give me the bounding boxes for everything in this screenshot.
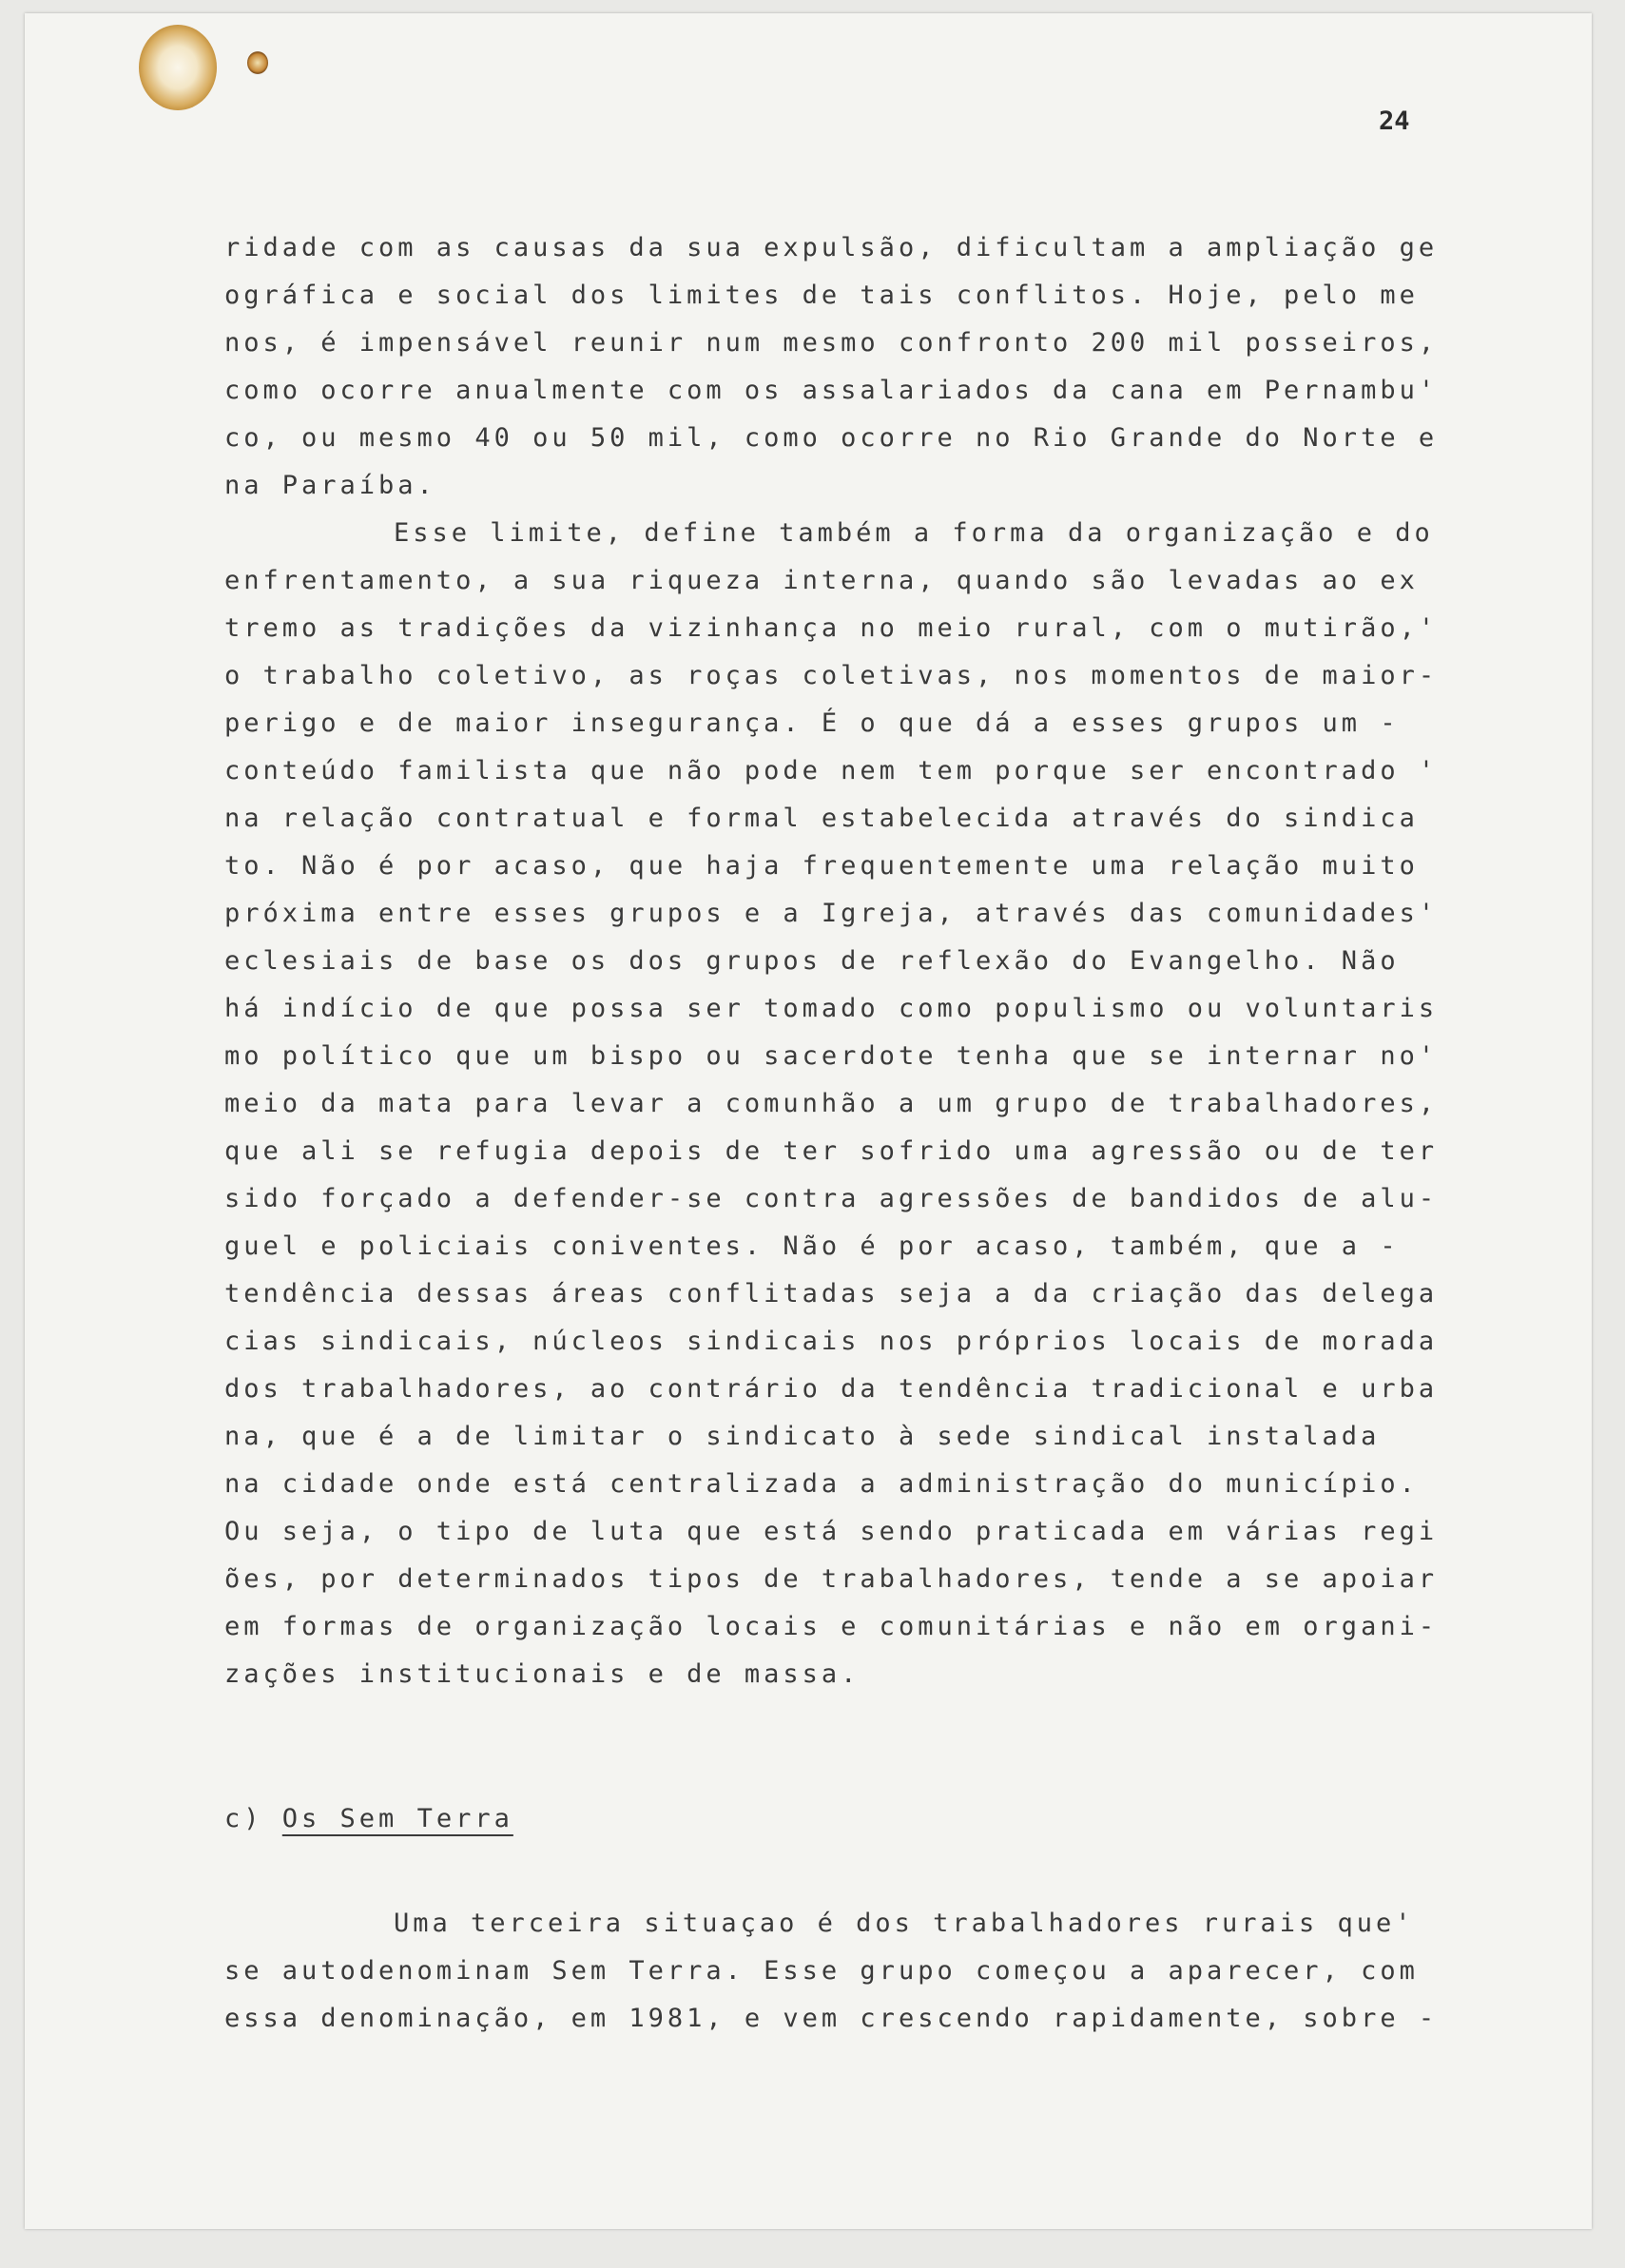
text-line: conteúdo familista que não pode nem tem porque ser encontrado ' <box>224 756 1439 785</box>
text-line: em formas de organização locais e comunitárias e não em organi- <box>224 1612 1439 1641</box>
text-line: há indício de que possa ser tomado como populismo ou voluntaris <box>224 994 1439 1023</box>
text-line: Esse limite, define também a forma da organização e do <box>394 518 1434 548</box>
page-number: 24 <box>1379 107 1410 136</box>
paragraph-1 <box>224 224 1461 510</box>
section-heading-title: Os Sem Terra <box>281 1804 513 1833</box>
text-line: o trabalho coletivo, as roças coletivas, nos momentos de maior- <box>224 661 1439 690</box>
text-line: ões, por determinados tipos de trabalhadores, tende a se apoiar <box>224 1564 1439 1594</box>
text-line: nos, é impensável reunir num mesmo confronto 200 mil posseiros, <box>224 328 1439 358</box>
text-line: próxima entre esses grupos e a Igreja, através das comunidades' <box>224 899 1439 928</box>
text-line: eclesiais de base os dos grupos de reflexão do Evangelho. Não <box>224 946 1400 976</box>
body-text <box>224 224 1461 2043</box>
text-line: ridade com as causas da sua expulsão, dificultam a ampliação ge <box>224 233 1439 262</box>
text-line: dos trabalhadores, ao contrário da tendência tradicional e urba <box>224 1374 1439 1404</box>
text-line: co, ou mesmo 40 ou 50 mil, como ocorre no Rio Grande do Norte e <box>224 423 1439 453</box>
section-heading-prefix: c) <box>224 1804 263 1833</box>
text-line: na cidade onde está centralizada a administração do município. <box>224 1469 1419 1499</box>
text-line: sido forçado a defender-se contra agressões de bandidos de alu- <box>224 1184 1439 1213</box>
paragraph-2 <box>224 510 1461 1698</box>
text-line: mo político que um bispo ou sacerdote tenha que se internar no' <box>224 1041 1439 1071</box>
paper-stain-dot <box>247 51 268 74</box>
text-line: se autodenominam Sem Terra. Esse grupo começou a aparecer, com <box>224 1956 1419 1986</box>
paragraph-3 <box>224 1900 1461 2043</box>
text-line: to. Não é por acaso, que haja frequentemente uma relação muito <box>224 851 1419 881</box>
text-line: tendência dessas áreas conflitadas seja a da criação das delega <box>224 1279 1439 1308</box>
text-line: que ali se refugia depois de ter sofrido uma agressão ou de ter <box>224 1136 1439 1166</box>
text-line: tremo as tradições da vizinhança no meio rural, com o mutirão,' <box>224 613 1439 643</box>
text-line: Ou seja, o tipo de luta que está sendo praticada em várias regi <box>224 1517 1439 1546</box>
text-line: na, que é a de limitar o sindicato à sede sindical instalada <box>224 1422 1381 1451</box>
document-page <box>25 13 1592 2229</box>
text-line: na relação contratual e formal estabelecida através do sindica <box>224 804 1419 833</box>
text-line: Uma terceira situaçao é dos trabalhadores rurais que' <box>394 1909 1415 1938</box>
text-line: cias sindicais, núcleos sindicais nos próprios locais de morada <box>224 1327 1439 1356</box>
text-line: enfrentamento, a sua riqueza interna, quando são levadas ao ex <box>224 566 1419 595</box>
text-line: ográfica e social dos limites de tais conflitos. Hoje, pelo me <box>224 281 1419 310</box>
paper-stain <box>139 25 217 110</box>
text-line: essa denominação, em 1981, e vem crescendo rapidamente, sobre - <box>224 2004 1439 2033</box>
text-line: guel e policiais coniventes. Não é por acaso, também, que a - <box>224 1231 1400 1261</box>
text-line: meio da mata para levar a comunhão a um grupo de trabalhadores, <box>224 1089 1439 1118</box>
section-heading <box>224 1795 1461 1843</box>
text-line: perigo e de maior insegurança. É o que dá a esses grupos um - <box>224 708 1400 738</box>
text-line: como ocorre anualmente com os assalariados da cana em Pernambu' <box>224 376 1439 405</box>
text-line: zações institucionais e de massa. <box>224 1659 861 1689</box>
text-line: na Paraíba. <box>224 471 436 500</box>
